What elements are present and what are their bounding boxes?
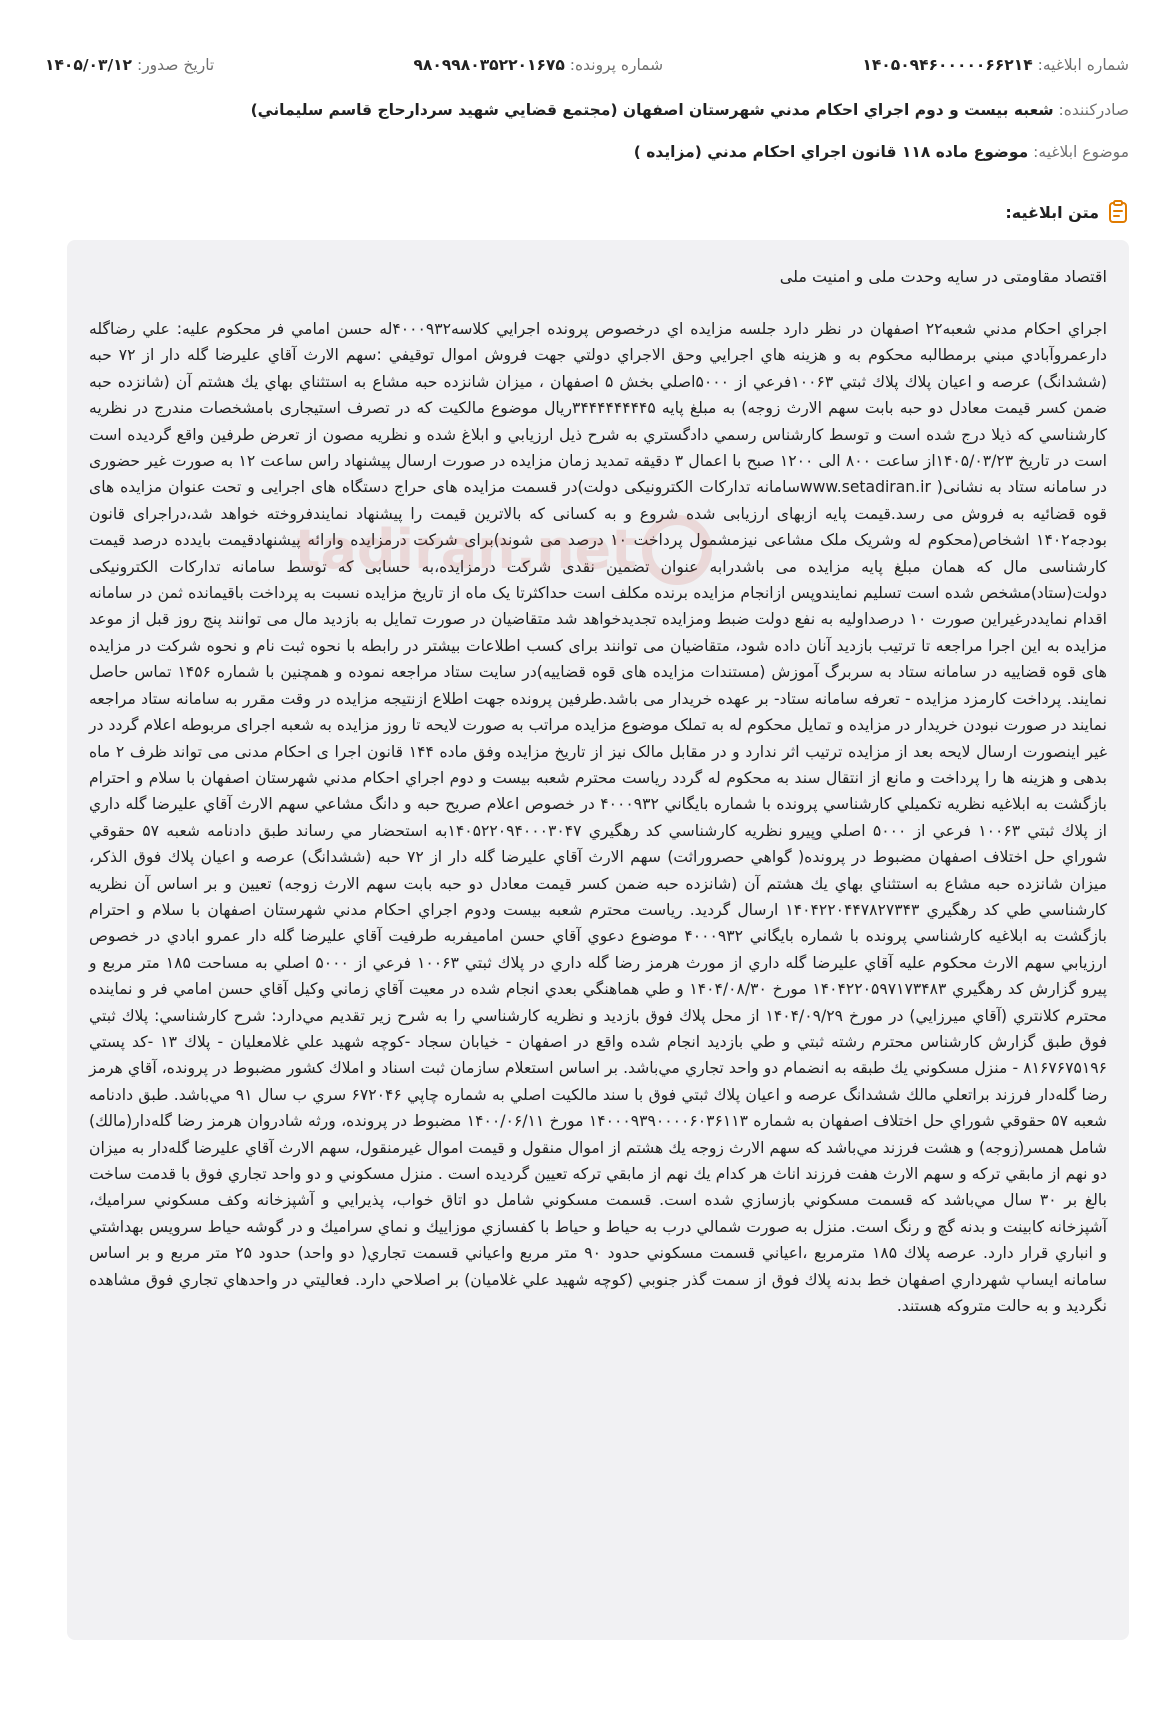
issuer-label: صادرکننده:	[1058, 101, 1129, 119]
issue-date-label: تاریخ صدور:	[136, 56, 215, 74]
notice-slogan: اقتصاد مقاومتی در سایه وحدت ملی و امنیت ملی	[779, 267, 1107, 286]
issue-date	[45, 56, 214, 74]
issuer-row	[45, 101, 1129, 119]
case-number-label: شماره پرونده:	[569, 56, 664, 74]
document-text-icon	[1107, 200, 1129, 224]
notice-meta-row	[45, 56, 1129, 74]
case-number-value: ۹۸۰۹۹۸۰۳۵۲۲۰۱۶۷۵	[413, 56, 565, 74]
notice-text-title: متن ابلاغیه:	[1005, 202, 1099, 222]
issuer-value: شعبه بيست و دوم اجراي احكام مدني شهرستان اصفهان (مجتمع قضايي شهيد سردارحاج قاسم سليماني)	[250, 101, 1054, 119]
watermark-text: tadiran.net	[297, 518, 637, 581]
notice-text-panel	[67, 240, 1129, 1640]
notice-number-label: شماره ابلاغیه:	[1037, 56, 1129, 74]
notice-number	[862, 56, 1129, 74]
subject-row	[45, 143, 1129, 161]
subject-label: موضوع ابلاغیه:	[1033, 143, 1129, 161]
issue-date-value: ۱۴۰۵/۰۳/۱۲	[45, 56, 133, 74]
notice-body: اجراي احكام مدني شعبه۲۲ اصفهان در نظر دارد جلسه مزايده اي درخصوص پرونده اجرايي كلاسه۴۰۰۰۹۳۲له حسن امامي فر محكوم عليه: علي رضاگله دارعمروآبادي مبني برمطالبه محكوم به و هزينه هاي اجرايي وحق الاجراي دولتي جهت فروش اموال توقيفي :سهم الارث آقاي عليرضا گله دار از ۷۲ حبه (ششدانگ) عرصه و اعيان پلاك پلاك ثبتي ۱۰۰۶۳فرعي از ۵۰۰۰اصلي بخش ۵ اصفهان ، ميزان شانزده حبه مشاع به استثناي بهاي يك هشتم آن (شانزده حبه ضمن كسر قيمت معادل دو حبه بابت سهم الارث زوجه) به مبلغ پايه ۳۴۴۴۴۴۴۴۴۵ريال موضوع مالكيت كه در تصرف استیجاری بامشخصات مندرج در نظريه كارشناسي كه ذيلا درج شده است و توسط كارشناس رسمي دادگستري به شرح ذيل ارزيابي و ابلاغ شده و نظريه مصون از تعرض طرفين واقع گرديده است است در تاريخ ۱۴۰۵/۰۳/۲۳از ساعت ۸۰۰ الی ۱۲۰۰ صبح با اعمال ۳ دقیقه تمدید زمان مزایده در صورت ارسال پیشنهاد راس ساعت ۱۲ به صورت غیر حضوری در سامانه ستاد به نشانی( www.setadiran.irسامانه تدارکات الکترونیکی دولت)در قسمت مزایده های حراج دستگاه های اجرایی و تحت عنوان مزایده های قوه قضائیه به فروش می رسد.قیمت پایه ازبهای ارزیابی شده شروع و به کسانی که بالاترین قیمت را پیشنهاد نمایندفروخته خواهد شد،دراجرای قانون بودجه۱۴۰۲ اشخاص(محکوم له وشریک ملک مشاعی نیزمشمول پرداخت ۱۰ درصد می شوند)برای شرکت درمزایده وارائه پیشنهادقیمت بایدده درصد قیمت کارشناسی مال که همان مبلغ پایه مزایده می باشدرابه عنوان تضمین نقدی شرکت درمزایده،به حسابی که توسط سامانه تدارکات الکترونیکی دولت(ستاد)مشخص شده است تسلیم نمایندوپس ازانجام مزایده برنده مکلف است حداکثرتا یک ماه از تاریخ مزایده نسبت به پرداخت باقیمانده ثمن در سامانه اقدام نمایددرغیراین صورت ۱۰ درصداولیه به نفع دولت ضبط ومزایده تجدیدخواهد شد متقاضیان در صورت تمایل به بازدید مال می توانند پنج روز قبل از موعد مزایده به این اجرا مراجعه تا ترتیب بازدید آنان داده شود، متقاضیان می توانند برای کسب اطلاعات بیشتر در رابطه با نحوه ثبت نام و نحوه شرکت در مزایده های قوه قضاییه در سامانه ستاد به سربرگ آموزش (مستندات مزایده های قوه قضاییه)در سایت ستاد مراجعه نموده و همچنین با شماره ۱۴۵۶ تماس حاصل نمایند. پرداخت کارمزد مزایده - تعرفه سامانه ستاد- بر عهده خریدار می باشد.طرفین پرونده جهت اطلاع ازنتیجه مزایده در وقت مقرر به سامانه ستاد مراجعه نمایند در صورت نبودن خریدار در مزایده و تمایل محکوم له به تملک موضوع مزایده مراتب به صورت لایحه تا روز مزایده به شعبه اجرای مربوطه اعلام گردد در غیر اینصورت ارسال لایحه بعد از مزایده ترتیب اثر ندارد و در مقابل مالک نیز از تاریخ مزایده وفق ماده ۱۴۴ قانون اجرا ی احکام مدنی می تواند ظرف ۲ ماه بدهی و هزینه ها را پرداخت و مانع از انتقال سند به محکوم له گردد رياست محترم شعبه بيست و دوم اجراي احكام مدني شهرستان اصفهان با سلام و احترام بازگشت به ابلاغيه نظريه تكميلي كارشناسي پرونده با شماره بايگاني ۴۰۰۰۹۳۲ در خصوص اعلام صريح حبه و دانگ مشاعي سهم الارث آقاي عليرضا گله داري از پلاك ثبتي ۱۰۰۶۳ فرعي از ۵۰۰۰ اصلي وپيرو نظريه كارشناسي كد رهگيري ۱۴۰۵۲۲۰۹۴۰۰۰۳۰۴۷به استحضار مي رساند طبق دادنامه شعبه ۵۷ حقوقي شوراي حل اختلاف اصفهان مضبوط در پرونده( گواهي حصروراثت) سهم الارث آقاي عليرضا گله دار از ۷۲ حبه (ششدانگ) عرصه و اعيان پلاك فوق الذكر، ميزان شانزده حبه مشاع به استثناي بهاي يك هشتم آن (شانزده حبه ضمن كسر قيمت معادل دو حبه بابت سهم الارث زوجه) تعيين و بر اساس آن نظريه كارشناسي طي كد رهگيري ۱۴۰۴۲۲۰۴۴۷۸۲۷۳۴۳ ارسال گرديد. رياست محترم شعبه بيست ودوم اجراي احكام مدني شهرستان اصفهان با سلام و احترام بازگشت به ابلاغيه كارشناسي پرونده با شماره بايگاني ۴۰۰۰۹۳۲ موضوع دعوي آقاي حسن اماميفربه طرفيت آقاي عليرضا گله دار عمرو ابادي در خصوص ارزيابي سهم الارث محكوم عليه آقاي عليرضا گله داري از مورث هرمز رضا گله داري در پلاك ثبتي ۱۰۰۶۳ فرعي از ۵۰۰۰ اصلي به مساحت ۱۸۵ متر مربع و پيرو گزارش كد رهگيري ۱۴۰۴۲۲۰۵۹۷۱۷۳۴۸۳ مورخ ۱۴۰۴/۰۸/۳۰ و طي هماهنگي بعدي انجام شده در معيت آقاي زماني وكيل آقاي حسن امامي فر و نماينده محترم كلانتري (آقاي ميرزايي) در مورخ ۱۴۰۴/۰۹/۲۹ از محل پلاك فوق بازديد و نظريه كارشناسي را به شرح زير تقديم مي‌دارد: شرح كارشناسي: پلاك ثبتي فوق طبق گزارش كارشناس محترم رشته ثبتي و طي بازديد انجام شده واقع در اصفهان - خيابان سجاد -كوچه شهيد علي غلامعليان - پلاك ۱۳ -كد پستي ۸۱۶۷۶۷۵۱۹۶ - منزل مسكوني يك طبقه به انضمام دو واحد تجاري مي‌باشد. بر اساس استعلام سازمان ثبت اسناد و املاك كشور مضبوط در پرونده، آقاي هرمز رضا گله‌دار فرزند براتعلي مالك ششدانگ عرصه و اعيان پلاك ثبتي فوق با سند مالكيت اصلي به شماره چاپي ۶۷۲۰۴۶ سري ب سال ۹۱ مي‌باشد. طبق دادنامه شعبه ۵۷ حقوقي شوراي حل اختلاف اصفهان به شماره ۱۴۰۰۰۹۳۹۰۰۰۰۶۰۳۶۱۱۳ مورخ ۱۴۰۰/۰۶/۱۱ مضبوط در پرونده، ورثه شادروان هرمز رضا گله‌دار(مالك) شامل همسر(زوجه) و هشت فرزند مي‌باشد كه سهم الارث زوجه يك هشتم از اموال منقول و قيمت اموال غيرمنقول، سهم الارث آقاي عليرضا گله‌دار به ميزان دو نهم از مابقي تركه و سهم الارث هفت فرزند اناث هر كدام يك نهم از مابقي تركه تعيين گرديده است . منزل مسكوني و دو واحد تجاري فوق با قدمت ساخت بالغ بر ۳۰ سال مي‌باشد كه قسمت مسكوني بازسازي شده است. قسمت مسكوني شامل دو اتاق خواب، پذيرايي و آشپزخانه وكف مسكوني سراميك، آشپزخانه كابينت و بدنه گچ و رنگ است. منزل به صورت شمالي درب به حياط و حياط با كفسازي موزاييك و نماي سراميك و در گوشه حياط سرويس بهداشتي و انباري قرار دارد. عرصه پلاك ۱۸۵ مترمربع ،اعياني قسمت مسكوني حدود ۹۰ متر مربع واعياني قسمت تجاري( دو واحد) حدود ۲۵ متر مربع و بر اساس سامانه ايساپ شهرداري اصفهان خط بدنه پلاك فوق از سمت گذر جنوبي (كوچه شهيد علي غلاميان) بر اصلاحي دارد. فعاليتي در واحدهاي تجاري فوق مشاهده نگرديد و به حالت متروكه هستند.	[89, 320, 1108, 1316]
case-number	[413, 56, 663, 74]
subject-value: موضوع ماده ۱۱۸ قانون اجراي احكام مدني (مزايده )	[633, 143, 1029, 161]
notice-number-value: ۱۴۰۵۰۹۴۶۰۰۰۰۰۶۶۲۱۴	[862, 56, 1033, 74]
notice-text-heading	[1005, 200, 1129, 224]
